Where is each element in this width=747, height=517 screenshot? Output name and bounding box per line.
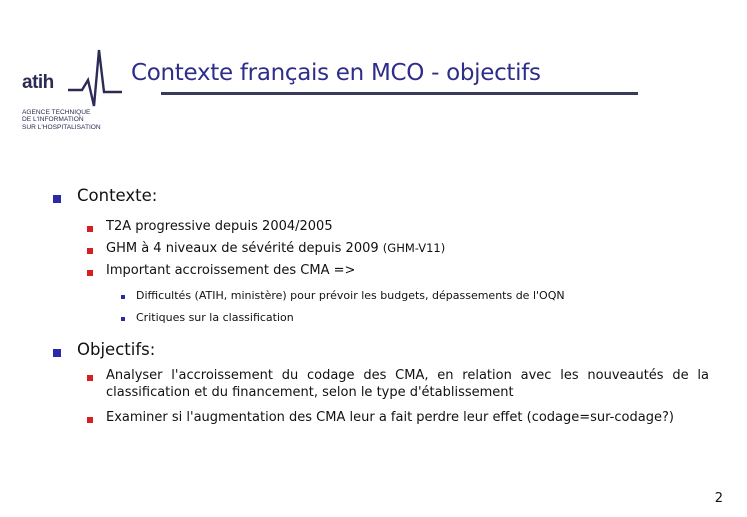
bullet-level1 — [53, 195, 61, 203]
section-heading-contexte: Contexte: — [77, 186, 158, 205]
bullet-level2 — [87, 375, 93, 381]
bullet-level2 — [87, 248, 93, 254]
title-underline — [161, 92, 638, 95]
sub-list-item: Critiques sur la classification — [136, 311, 294, 324]
list-item: Important accroissement des CMA => — [106, 263, 356, 278]
bullet-level3 — [121, 317, 125, 321]
list-item: GHM à 4 niveaux de sévérité depuis 2009 (GHM-V11) — [106, 241, 446, 256]
page-number: 2 — [714, 491, 723, 506]
list-item: Analyser l'accroissement du codage des CMA, en relation avec les nouveautés de la classification et du financement, selon le type d'établissement — [106, 368, 709, 400]
slide-title: Contexte français en MCO - objectifs — [131, 60, 541, 86]
logo-wordmark: atih — [22, 72, 54, 93]
heartbeat-icon — [68, 48, 138, 110]
bullet-level2 — [87, 417, 93, 423]
list-item: Examiner si l'augmentation des CMA leur a fait perdre leur effet (codage=sur-codage?) — [106, 410, 674, 425]
section-heading-objectifs: Objectifs: — [77, 340, 156, 359]
logo-subtitle: AGENCE TECHNIQUE DE L'INFORMATION SUR L'HOSPITALISATION — [22, 109, 101, 131]
bullet-level2 — [87, 226, 93, 232]
bullet-level2 — [87, 270, 93, 276]
item-note: (GHM-V11) — [382, 241, 446, 255]
list-item: T2A progressive depuis 2004/2005 — [106, 219, 333, 234]
bullet-level3 — [121, 295, 125, 299]
sub-list-item: Difficultés (ATIH, ministère) pour prévoir les budgets, dépassements de l'OQN — [136, 289, 565, 302]
bullet-level1 — [53, 349, 61, 357]
